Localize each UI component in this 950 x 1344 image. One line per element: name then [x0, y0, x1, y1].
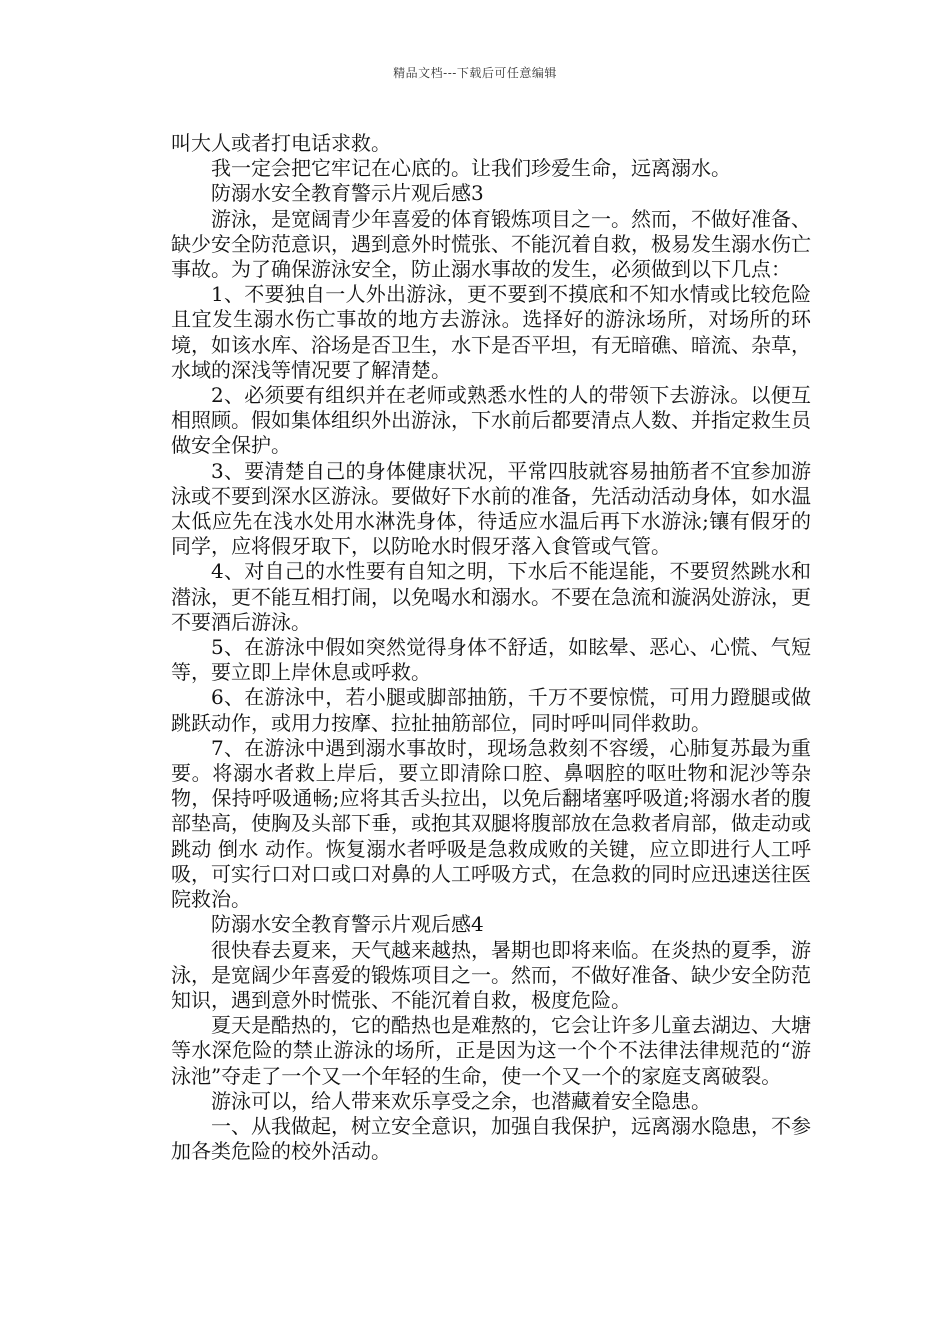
- paragraph: 夏天是酷热的，它的酷热也是难熬的，它会让许多儿童去湖边、大塘等水深危险的禁止游泳的场所，正是因为这一个个不法律法律规范的“游泳池”夺走了一个又一个年轻的生命，使一个又一个的家庭支离破裂。: [171, 1013, 811, 1088]
- paragraph: 游泳可以，给人带来欢乐享受之余，也潜藏着安全隐患。: [211, 1088, 711, 1113]
- list-item: 1、不要独自一人外出游泳，更不要到不摸底和不知水情或比较危险且宜发生溺水伤亡事故的地方去游泳。选择好的游泳场所，对场所的环境，如该水库、浴场是否卫生，水下是否平坦，有无暗礁、暗流、杂草，水域的深浅等情况要了解清楚。: [171, 282, 811, 382]
- section-heading: 防溺水安全教育警示片观后感3: [211, 181, 484, 206]
- list-item: 2、必须要有组织并在老师或熟悉水性的人的带领下去游泳。以便互相照顾。假如集体组织外出游泳，下水前后都要清点人数、并指定救生员做安全保护。: [171, 383, 811, 458]
- list-item: 7、在游泳中遇到溺水事故时，现场急救刻不容缓，心肺复苏最为重要。将溺水者救上岸后，要立即清除口腔、鼻咽腔的呕吐物和泥沙等杂物，保持呼吸通畅;应将其舌头拉出，以免后翻堵塞呼吸道;将溺水者的腹部垫高，使胸及头部下垂，或抱其双腿将腹部放在急救者肩部，做走动或跳动 倒水 动作。恢复溺水者呼吸是急救成败的关键，应立即进行人工呼吸，可实行口对口或口对鼻的人工呼吸方式，在急救的同时应迅速送往医院救治。: [171, 735, 811, 912]
- list-item: 6、在游泳中，若小腿或脚部抽筋，千万不要惊慌，可用力蹬腿或做跳跃动作，或用力按摩、拉扯抽筋部位，同时呼叫同伴救助。: [171, 685, 811, 735]
- document-body: [171, 131, 811, 1164]
- section-heading: 防溺水安全教育警示片观后感4: [211, 912, 484, 937]
- page-header: 精品文档---下载后可任意编辑: [393, 66, 557, 80]
- list-item: 4、对自己的水性要有自知之明，下水后不能逞能，不要贸然跳水和潜泳，更不能互相打闹，以免喝水和溺水。不要在急流和漩涡处游泳，更不要酒后游泳。: [171, 559, 811, 634]
- list-item: 一、从我做起，树立安全意识，加强自我保护，远离溺水隐患，不参加各类危险的校外活动。: [171, 1113, 811, 1164]
- paragraph: 我一定会把它牢记在心底的。让我们珍爱生命，远离溺水。: [211, 156, 731, 181]
- paragraph: 游泳，是宽阔青少年喜爱的体育锻炼项目之一。然而，不做好准备、缺少安全防范意识，遇到意外时慌张、不能沉着自救，极易发生溺水伤亡事故。为了确保游泳安全，防止溺水事故的发生，必须做到以下几点：: [171, 206, 811, 282]
- paragraph: 叫大人或者打电话求救。: [171, 131, 391, 155]
- list-item: 3、要清楚自己的身体健康状况，平常四肢就容易抽筋者不宜参加游泳或不要到深水区游泳。要做好下水前的准备，先活动活动身体，如水温太低应先在浅水处用水淋洗身体，待适应水温后再下水游泳;镶有假牙的同学，应将假牙取下，以防呛水时假牙落入食管或气管。: [171, 458, 811, 559]
- paragraph: 很快春去夏来，天气越来越热，暑期也即将来临。在炎热的夏季，游泳，是宽阔少年喜爱的锻炼项目之一。然而，不做好准备、缺少安全防范知识，遇到意外时慌张、不能沉着自救，极度危险。: [171, 937, 811, 1012]
- list-item: 5、在游泳中假如突然觉得身体不舒适，如眩晕、恶心、心慌、气短等，要立即上岸休息或呼救。: [171, 635, 811, 685]
